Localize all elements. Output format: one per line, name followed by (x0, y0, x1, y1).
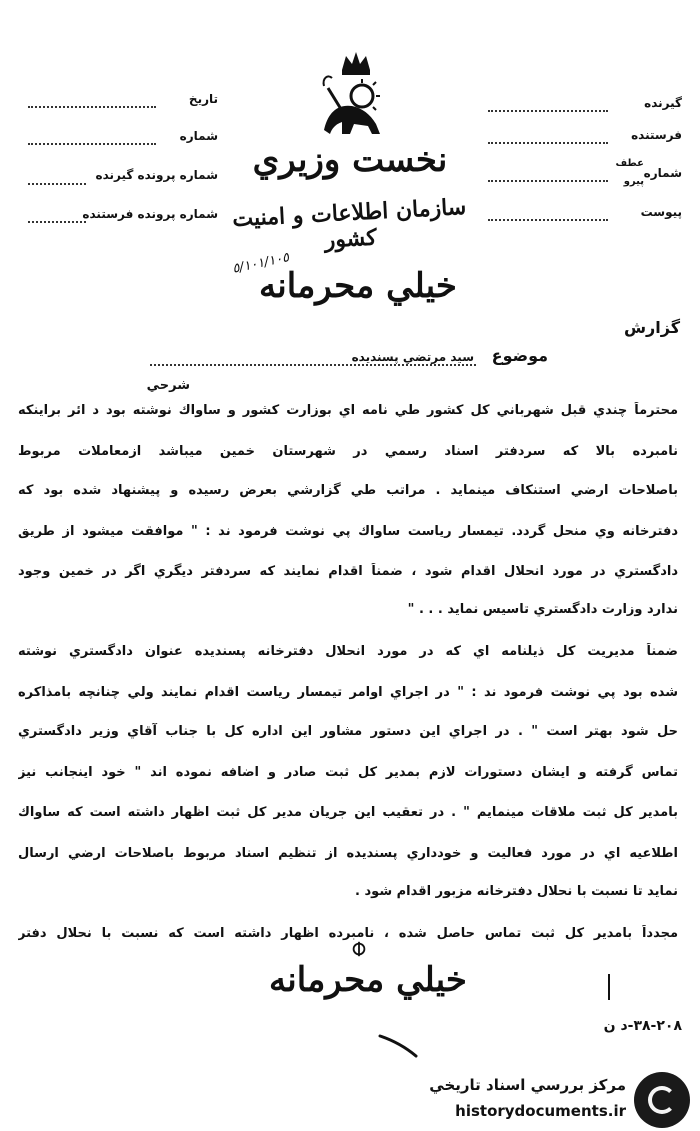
body-line: محترماً چندي قبل شهرباني كل كشور طي نامه اي بوزارت كشور و ساواك نوشته بود د ائر براينكه (18, 403, 678, 418)
reference-annotation: عطف (615, 158, 644, 169)
body-line: شده بود پي نوشت فرمود ند : " در اجراي اوامر تيمسار رياست اقدام نمايند ولي چنانچه بامذاكره (18, 685, 678, 700)
sender-file-number-line (28, 221, 86, 223)
body-line: بامدير كل ثبت ملاقات مينمايم " . در تعقيب اين جريان مدير كل ثبت اظهار داشته است كه ساواك (18, 805, 678, 820)
body-line: حل شود بهتر است " . در اجراي اين دستور مشاور اين اداره كل با جناب آقاي وزير دادگستري (18, 724, 678, 739)
body-line: باصلاحات ارضي استنكاف مينمايد . مراتب طي گزارشي بعرض رسيده و پيشنهاد شده بود كه (18, 483, 678, 498)
handwritten-mark-icon (378, 1030, 418, 1060)
sender-file-number-label: شماره پرونده فرستنده (82, 207, 218, 221)
subject-line (150, 364, 476, 366)
body-line: تماس گرفته و ايشان دستورات لازم بمدير كل ثبت صادر و اضافه نموده اند " خود اينجانب نيز (18, 765, 678, 780)
subject-value: سيد مرتضي پسنديده (351, 350, 474, 364)
number-line-left (28, 143, 156, 145)
recipient-label: گيرنده (644, 96, 682, 110)
sender-label: فرستنده (631, 128, 682, 142)
organization-title: سازمان اطلاعات و امنيت كشور (231, 193, 467, 254)
subject-label: موضوع (491, 346, 548, 365)
recipient-line (488, 110, 608, 112)
classification-stamp-bottom: خيلي محرمانه (269, 960, 467, 1000)
body-line: مجدداً بامدير كل ثبت تماس حاصل شده ، نامبرده اظهار داشته است كه نسبت با نحلال دفتر (18, 926, 678, 941)
followup-annotation: پيرو (623, 176, 644, 187)
date-line (28, 106, 156, 108)
number-label-right: شماره (643, 166, 682, 180)
document-code: ۳۸-۲۰۸-د ن (603, 1018, 682, 1034)
attachment-line (488, 219, 608, 221)
receiver-file-number-label: شماره پرونده گيرنده (95, 168, 218, 182)
sender-line (488, 142, 608, 144)
body-line: نامبرده بالا كه سردفتر اسناد رسمي در شهرستان خمين ميباشد ازمعاملات مربوط (18, 444, 678, 459)
attachment-label: پيوست (640, 205, 682, 219)
body-line: دفترخانه وي منحل گردد. تيمسار رياست ساواك پي نوشت فرمود ند : " موافقت ميشود از طريق (18, 524, 678, 539)
number-label-left: شماره (179, 129, 218, 143)
handwritten-reference-number: ٥/١٠١/١٠٥ (231, 250, 291, 277)
number-line-right (488, 180, 608, 182)
stamp-mark-icon (350, 940, 368, 958)
archive-footer (425, 1070, 700, 1131)
letterhead-title: نخست وزيري (252, 140, 448, 180)
body-line: ضمناً مديريت كل ذيلنامه اي كه در مورد انحلال دفترخانه پسنديده عنوان دادگستري نوشته (18, 644, 678, 659)
body-line: دادگستري در مورد انحلال اقدام شود ، ضمناً اقدام نمايند كه سردفتر ديگري اگر در خمين وجود (18, 564, 678, 579)
archive-logo-icon (634, 1072, 690, 1128)
archive-name: مركز بررسي اسناد تاريخي (429, 1076, 626, 1094)
body-line: اطلاعيه اي در مورد فعاليت و خودداري پسنديده از تنظيم اسناد مربوط باصلاحات ارضي ارسال (18, 846, 678, 861)
archive-url: historydocuments.ir (455, 1102, 626, 1120)
date-label: تاريخ (188, 92, 218, 106)
section-label: شرحي (146, 378, 190, 393)
body-line: ندارد وزارت دادگستري تاسيس نمايد . . . " (407, 602, 678, 617)
margin-tick-icon (606, 972, 612, 1002)
classification-stamp-top: خيلي محرمانه (259, 266, 457, 306)
report-label: گزارش (623, 318, 680, 337)
receiver-file-number-line (28, 183, 86, 185)
lion-and-sun-emblem-icon (310, 48, 402, 140)
body-line: نمايد تا نسبت با نحلال دفترخانه مزبور اقدام شود . (355, 884, 678, 899)
